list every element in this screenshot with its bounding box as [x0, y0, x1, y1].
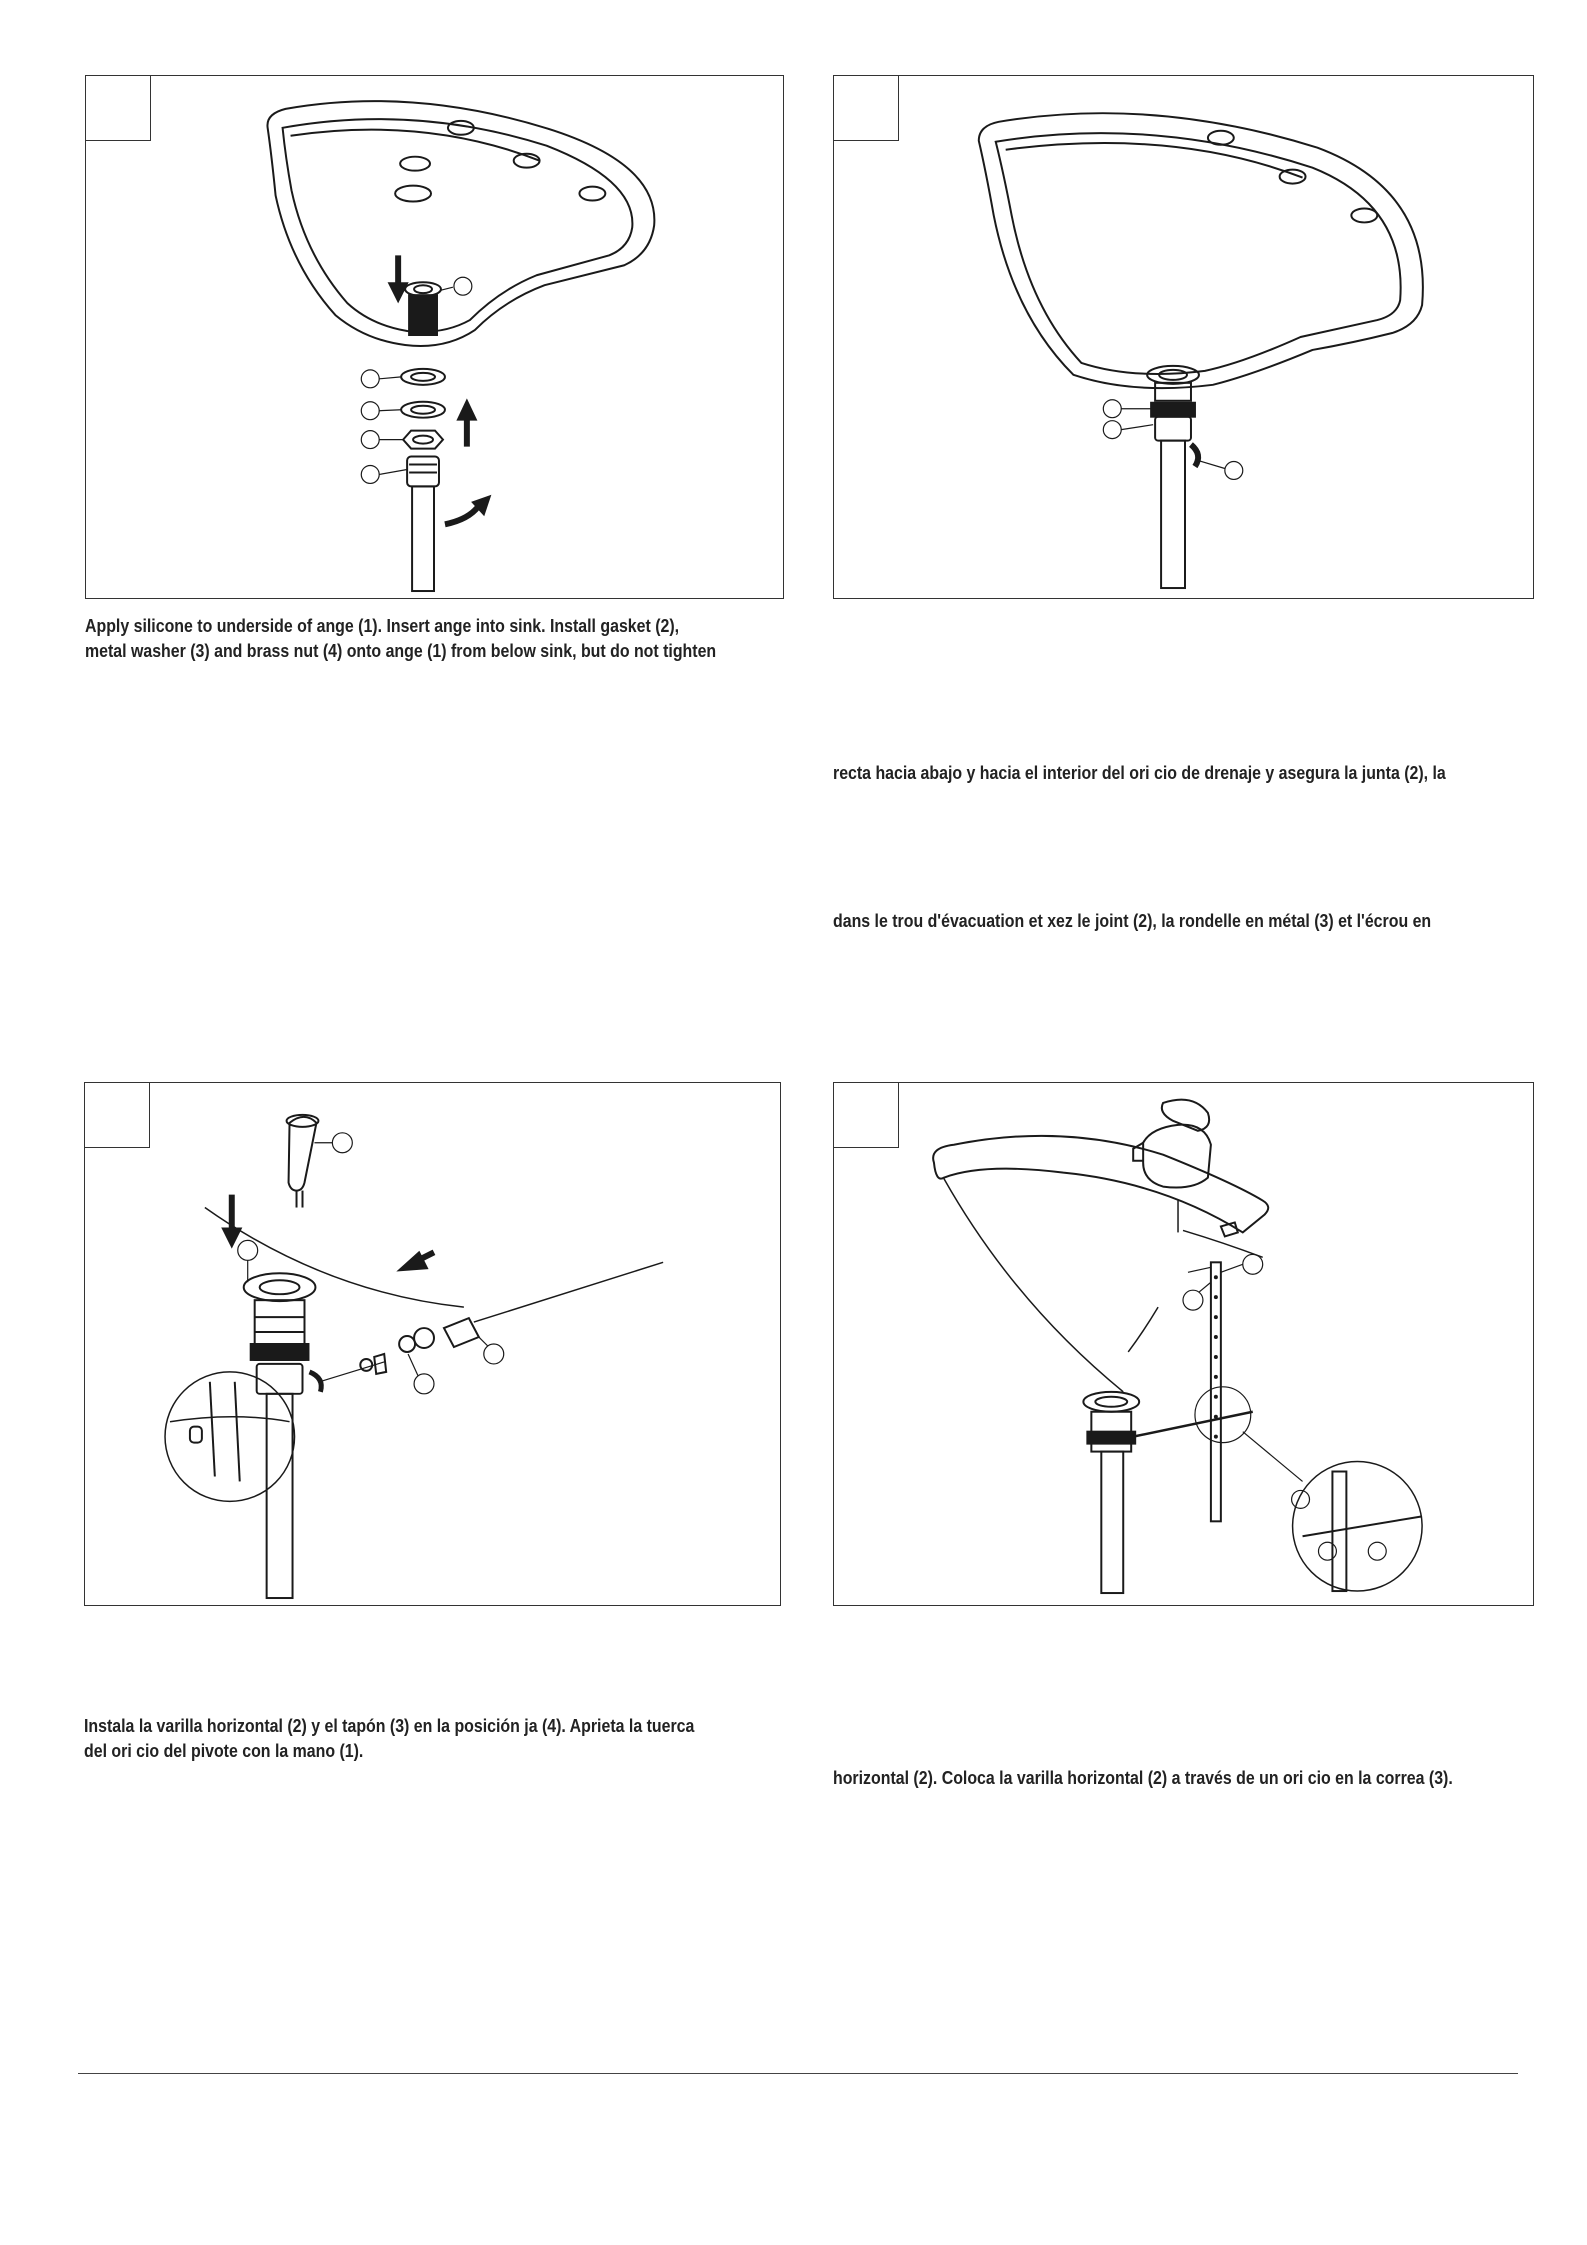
step-1-instruction-line-2: metal washer (3) and brass nut (4) onto ange (1) from below sink, but do not tighten [85, 640, 717, 661]
step-3-panel [84, 1082, 781, 1606]
lift-rod-strap-illustration [834, 1083, 1533, 1605]
step-4-panel [833, 1082, 1534, 1606]
step-2-panel [833, 75, 1534, 599]
step-3-instruction-line-1: Instala la varilla horizontal (2) y el tapón (3) en la posición ja (4). Aprieta la tuerca [84, 1715, 695, 1736]
step-3-instruction-line-2: del ori cio del pivote con la mano (1). [84, 1740, 364, 1761]
step-1-panel [85, 75, 784, 599]
step-2-instruction-french: dans le trou d'évacuation et xez le joint (2), la rondelle en métal (3) et l'écrou en [833, 910, 1432, 931]
step-4-instruction-spanish: horizontal (2). Coloca la varilla horizontal (2) a través de un ori cio en la correa (3). [833, 1767, 1453, 1788]
footer-divider [78, 2073, 1518, 2074]
drain-assembled-illustration [834, 76, 1533, 598]
step-2-instruction-spanish: recta hacia abajo y hacia el interior del ori cio de drenaje y asegura la junta (2), la [833, 762, 1446, 783]
drain-flange-install-illustration [86, 76, 783, 598]
step-1-instruction-line-1: Apply silicone to underside of ange (1). Insert ange into sink. Install gasket (2), [85, 615, 680, 636]
pivot-rod-install-illustration [85, 1083, 780, 1605]
